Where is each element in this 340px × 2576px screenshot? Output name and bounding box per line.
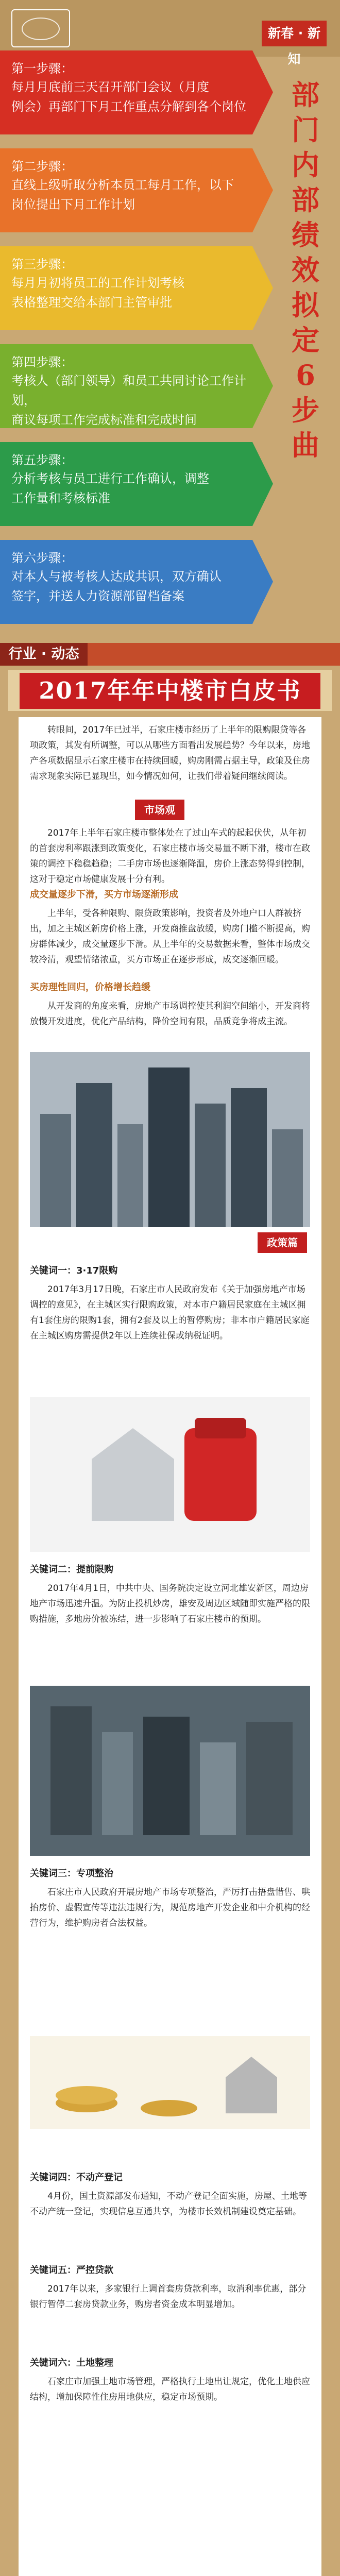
policy2-paragraph: 2017年4月1日，中共中央、国务院决定设立河北雄安新区，周边房地产市场迅速升温。为防止投机炒房，雄安及周边区域随即实施严格的限购措施，多地房价被冻结，进一步影响了石家庄楼市的预期。 <box>30 1583 310 1624</box>
article-body <box>19 717 321 2576</box>
step-title: 第二步骤： <box>11 159 73 174</box>
company-logo <box>11 9 70 47</box>
keys2-heading: 关键词五：严控贷款 <box>30 2265 113 2276</box>
policy2-heading: 关键词二：提前限购 <box>30 1564 113 1575</box>
keys-paragraph: 4月份，国土资源部发布通知，不动产登记全面实施，房屋、土地等不动产统一登记，实现信息互通共享，为楼市长效机制建设奠定基础。 <box>30 2191 307 2217</box>
step-4 <box>0 344 252 428</box>
keys2-paragraph: 2017年以来，多家银行上调首套房贷款利率，取消利率优惠，部分银行暂停二套房贷款业务，购房者资金成本明显增加。 <box>30 2284 307 2310</box>
coins-illustration <box>30 2036 310 2129</box>
restriction-illustration <box>30 1397 310 1552</box>
restriction-image <box>30 1397 310 1552</box>
step-6 <box>0 540 252 624</box>
step-line: 每月月初将员工的工作计划考核 <box>11 276 184 290</box>
skyline-illustration <box>30 1052 310 1227</box>
keys3-paragraph: 石家庄市加强土地市场管理，严格执行土地出让规定，优化土地供应结构，增加保障性住房用地供应，稳定市场预期。 <box>30 2377 310 2402</box>
step-title: 第四步骤： <box>11 355 73 369</box>
subheading-calm: 买房理性回归，价格增长趋缓 <box>30 982 150 993</box>
calm-paragraph: 从开发商的角度来看，房地产市场调控使其利润空间缩小，开发商将放慢开发进度，优化产品结构，降价空间有限，品质竞争将成主流。 <box>30 1001 310 1027</box>
step-3 <box>0 246 252 330</box>
policy1-paragraph: 2017年3月17日晚，石家庄市人民政府发布《关于加强房地产市场调控的意见》，在主城区实行限购政策，对本市户籍居民家庭在主城区拥有1套住房的限购1套，拥有2套及以上的暂停购房；非本市户籍居民家庭在主城区购房需提供2年以上连续社保或纳税证明。 <box>30 1284 310 1341</box>
market-paragraph: 2017年上半年石家庄楼市整体处在了过山车式的起起伏伏，从年初的首套房利率跟涨到政策变化，石家庄楼市场交易量不断下滑，楼市在政策的调控下稳稳趋稳；二手房市场也逐渐降温，房价上涨态势得到控制，这对于稳定市场健康发展十分有利。 <box>30 828 310 885</box>
city-skyline-image <box>30 1052 310 1227</box>
step-2 <box>0 148 252 232</box>
step-1 <box>0 50 252 134</box>
step-line: 岗位提出下月工作计划 <box>11 197 135 212</box>
section-bar <box>0 643 340 666</box>
policy3-paragraph: 石家庄市人民政府开展房地产市场专项整治，严厉打击捂盘惜售、哄抬房价、虚假宣传等违法违规行为，规范房地产开发企业和中介机构的经营行为，维护购房者合法权益。 <box>30 1887 310 1928</box>
step-line: 分析考核与员工进行工作确认，调整 <box>11 471 209 486</box>
step-title: 第六步骤： <box>11 551 73 565</box>
step-line: 每月月底前三天召开部门会议（月度 <box>11 80 209 94</box>
tag-market: 市场观 <box>135 800 184 820</box>
fate-paragraph: 上半年，受各种限购、限贷政策影响，投资者及外地户口人群被挤出，加之主城区新房价格上涨，开发商推盘放缓，购房门槛不断提高，购房群体减少，成交量逐步下滑。从上半年的交易数据来看，整体市场成交较冷清，观望情绪浓重，买方市场正在逐步形成，成交逐渐回暖。 <box>30 908 310 965</box>
section-label: 行业 · 动态 <box>0 643 88 666</box>
subheading-fate: 成交量逐步下滑，买方市场逐渐形成 <box>30 889 178 900</box>
step-line: 商议每项工作完成标准和完成时间 <box>11 413 197 427</box>
step-title: 第五步骤： <box>11 453 73 467</box>
section-title: 2017年年中楼市白皮书 <box>20 673 320 709</box>
top-band <box>0 0 340 66</box>
step-5 <box>0 442 252 526</box>
keys3-heading: 关键词六：土地整理 <box>30 2358 113 2368</box>
city-aerial-image <box>30 1686 310 1856</box>
coins-houses-image <box>30 2036 310 2129</box>
step-line: 对本人与被考核人达成共识，双方确认 <box>11 569 222 584</box>
side-title: 部门内部绩效拟定6步曲 <box>292 78 319 462</box>
step-line: 签字，并送人力资源部留档备案 <box>11 589 184 603</box>
tag-policy: 政策篇 <box>258 1232 307 1253</box>
step-line: 表格整理交给本部门主管审批 <box>11 295 172 310</box>
keys-heading: 关键词四：不动产登记 <box>30 2172 123 2183</box>
step-line: 例会）再部门下月工作重点分解到各个岗位 <box>11 99 246 114</box>
policy3-heading: 关键词三：专项整治 <box>30 1868 113 1879</box>
step-line: 直线上级听取分析本员工每月工作，以下 <box>11 178 234 192</box>
policy1-heading: 关键词一：3·17限购 <box>30 1265 118 1276</box>
step-line: 工作量和考核标准 <box>11 491 110 505</box>
step-title: 第三步骤： <box>11 257 73 272</box>
aerial-illustration <box>30 1686 310 1856</box>
step-line: 考核人（部门领导）和员工共同讨论工作计划， <box>11 374 246 408</box>
header-badge: 新春 · 新知 <box>262 21 327 46</box>
intro-paragraph: 转眼间，2017年已过半，石家庄楼市经历了上半年的限购限贷等各项政策，其发有所调整，可以从哪些方面看出发展趋势？今年以来，房地产各项数据显示石家庄楼市在持续回暖，购房刚需占据主导，政策及住房需求现象实际已显现出，如今情况如何，让我们带着疑问继续阅读。 <box>30 725 310 782</box>
step-title: 第一步骤： <box>11 61 73 76</box>
